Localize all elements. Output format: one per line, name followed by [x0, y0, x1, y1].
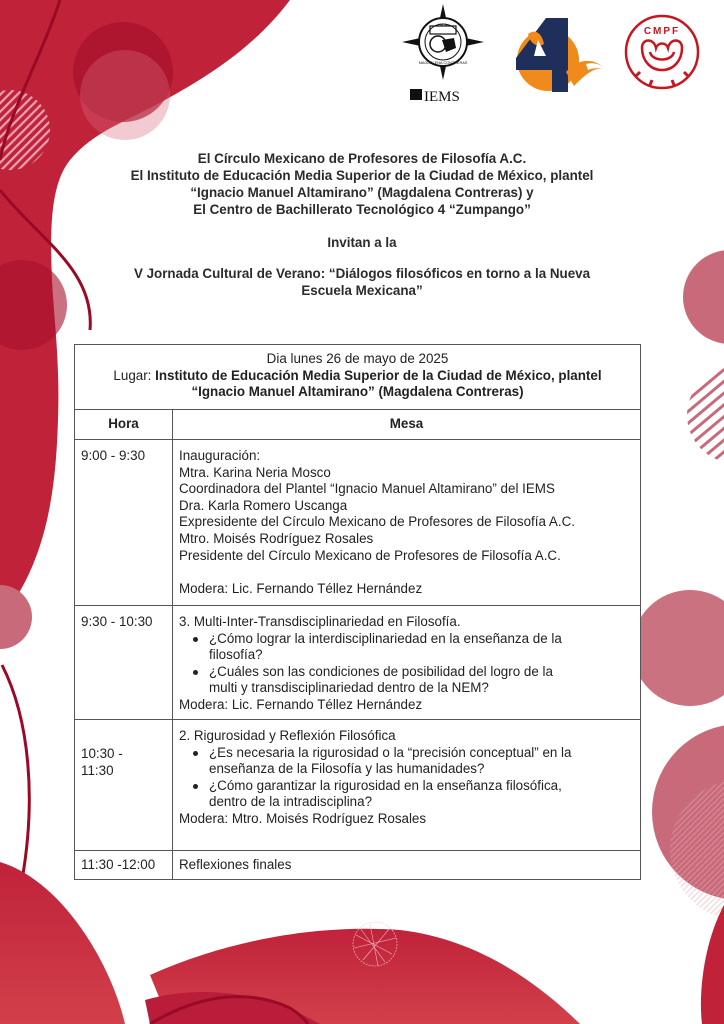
right-striped-circle — [687, 367, 724, 463]
question-text: ¿Cómo garantizar la rigurosidad en la enseñanza filosófica, — [209, 777, 562, 793]
session-cell — [173, 606, 641, 720]
invite-label: Invitan a la — [327, 235, 397, 250]
organizer-line: El Instituto de Educación Media Superior de la Ciudad de México, plantel — [130, 168, 594, 183]
time-start: 10:30 - — [81, 746, 123, 761]
session-title: Inauguración: — [179, 448, 261, 463]
question-text: filosofía? — [209, 647, 263, 663]
column-header-mesa: Mesa — [173, 410, 641, 440]
question-item — [209, 631, 634, 664]
session-cell — [173, 851, 641, 880]
question-item — [209, 745, 634, 778]
iems-seal-text: MAGDALENA CONTRERAS — [418, 61, 468, 65]
question-text: ¿Es necesaria la rigurosidad o la “precisión conceptual” en la — [209, 744, 572, 760]
question-text: ¿Cómo lograr la interdisciplinariedad en la enseñanza de la — [209, 630, 562, 646]
event-info-cell — [75, 345, 641, 410]
schedule-table — [74, 344, 641, 880]
organizer-line: El Centro de Bachillerato Tecnológico 4 “Zumpango” — [193, 202, 531, 217]
question-text: enseñanza de la Filosofía y las humanidades? — [209, 761, 485, 777]
place-label: Lugar: — [113, 367, 152, 383]
top-left-circle-overlay — [80, 50, 170, 140]
session-cell — [173, 720, 641, 851]
column-header-hora: Hora — [75, 410, 173, 440]
speaker-line: Mtra. Karina Neria Mosco — [179, 464, 331, 480]
event-date: Dia lunes 26 de mayo de 2025 — [266, 351, 449, 366]
moderator: Modera: Mtro. Moisés Rodríguez Rosales — [179, 810, 427, 826]
question-list — [179, 745, 634, 811]
question-item — [209, 778, 634, 811]
right-top-rose-circle — [683, 250, 724, 344]
question-text: ¿Cuáles son las condiciones de posibilidad del logro de la — [209, 663, 553, 679]
organizer-line: El Círculo Mexicano de Profesores de Filosofía A.C. — [197, 151, 527, 166]
question-text: dentro de la intradisciplina? — [209, 794, 373, 810]
iems-label: IEMS — [424, 89, 460, 105]
table-row — [75, 720, 641, 851]
question-item — [209, 664, 634, 697]
speaker-line: Dra. Karla Romero Uscanga — [179, 497, 348, 513]
right-mid-rose-circle — [632, 590, 724, 706]
moderator: Modera: Lic. Fernando Téllez Hernández — [179, 696, 423, 712]
cmpf-logo — [622, 12, 702, 92]
iems-seal-top-text: I.M.A. — [437, 22, 449, 27]
left-rose-circle — [0, 585, 32, 649]
place-name: Instituto de Educación Media Superior de la Ciudad de México, plantel — [155, 367, 602, 383]
time-cell: 9:30 - 10:30 — [75, 606, 173, 720]
event-place — [79, 368, 636, 385]
time-end: 11:30 — [81, 762, 114, 778]
left-mid-circle — [0, 260, 67, 350]
iems-logo — [398, 2, 488, 106]
cbt4-logo — [508, 14, 608, 96]
time-cell: 11:30 -12:00 — [75, 851, 173, 880]
time-cell: 9:00 - 9:30 — [75, 440, 173, 606]
logo-bar — [390, 0, 724, 115]
table-row — [75, 851, 641, 880]
event-title-line: V Jornada Cultural de Verano: “Diálogos filosóficos en torno a la Nueva — [133, 266, 591, 281]
speaker-line: Expresidente del Círculo Mexicano de Profesores de Filosofía A.C. — [179, 514, 575, 530]
invite-text — [90, 234, 634, 251]
session-title: Reflexiones finales — [179, 857, 292, 872]
session-title: 2. Rigurosidad y Reflexión Filosófica — [179, 728, 396, 743]
event-title-line: Escuela Mexicana” — [301, 283, 423, 298]
event-title — [90, 265, 634, 299]
table-row — [75, 606, 641, 720]
organizer-line: “Ignacio Manuel Altamirano” (Magdalena Contreras) y — [190, 185, 534, 200]
session-title: 3. Multi-Inter-Transdisciplinariedad en Filosofía. — [179, 614, 461, 629]
speaker-line: Presidente del Círculo Mexicano de Profesores de Filosofía A.C. — [179, 547, 561, 563]
session-cell — [173, 440, 641, 606]
speaker-line: Mtro. Moisés Rodríguez Rosales — [179, 530, 374, 546]
moderator: Modera: Lic. Fernando Téllez Hernández — [179, 580, 423, 596]
place-name-line2: “Ignacio Manuel Altamirano” (Magdalena Contreras) — [191, 384, 524, 400]
speaker-line: Coordinadora del Plantel “Ignacio Manuel Altamirano” del IEMS — [179, 481, 555, 497]
bottom-left-shape — [0, 862, 125, 1024]
question-list — [179, 631, 634, 697]
question-text: multi y transdisciplinariedad dentro de la NEM? — [209, 680, 489, 696]
organizers-block — [90, 150, 634, 218]
time-cell — [75, 720, 173, 851]
cmpf-label: CMPF — [643, 26, 681, 37]
table-row — [75, 440, 641, 606]
right-bottom-shape — [701, 905, 724, 1024]
